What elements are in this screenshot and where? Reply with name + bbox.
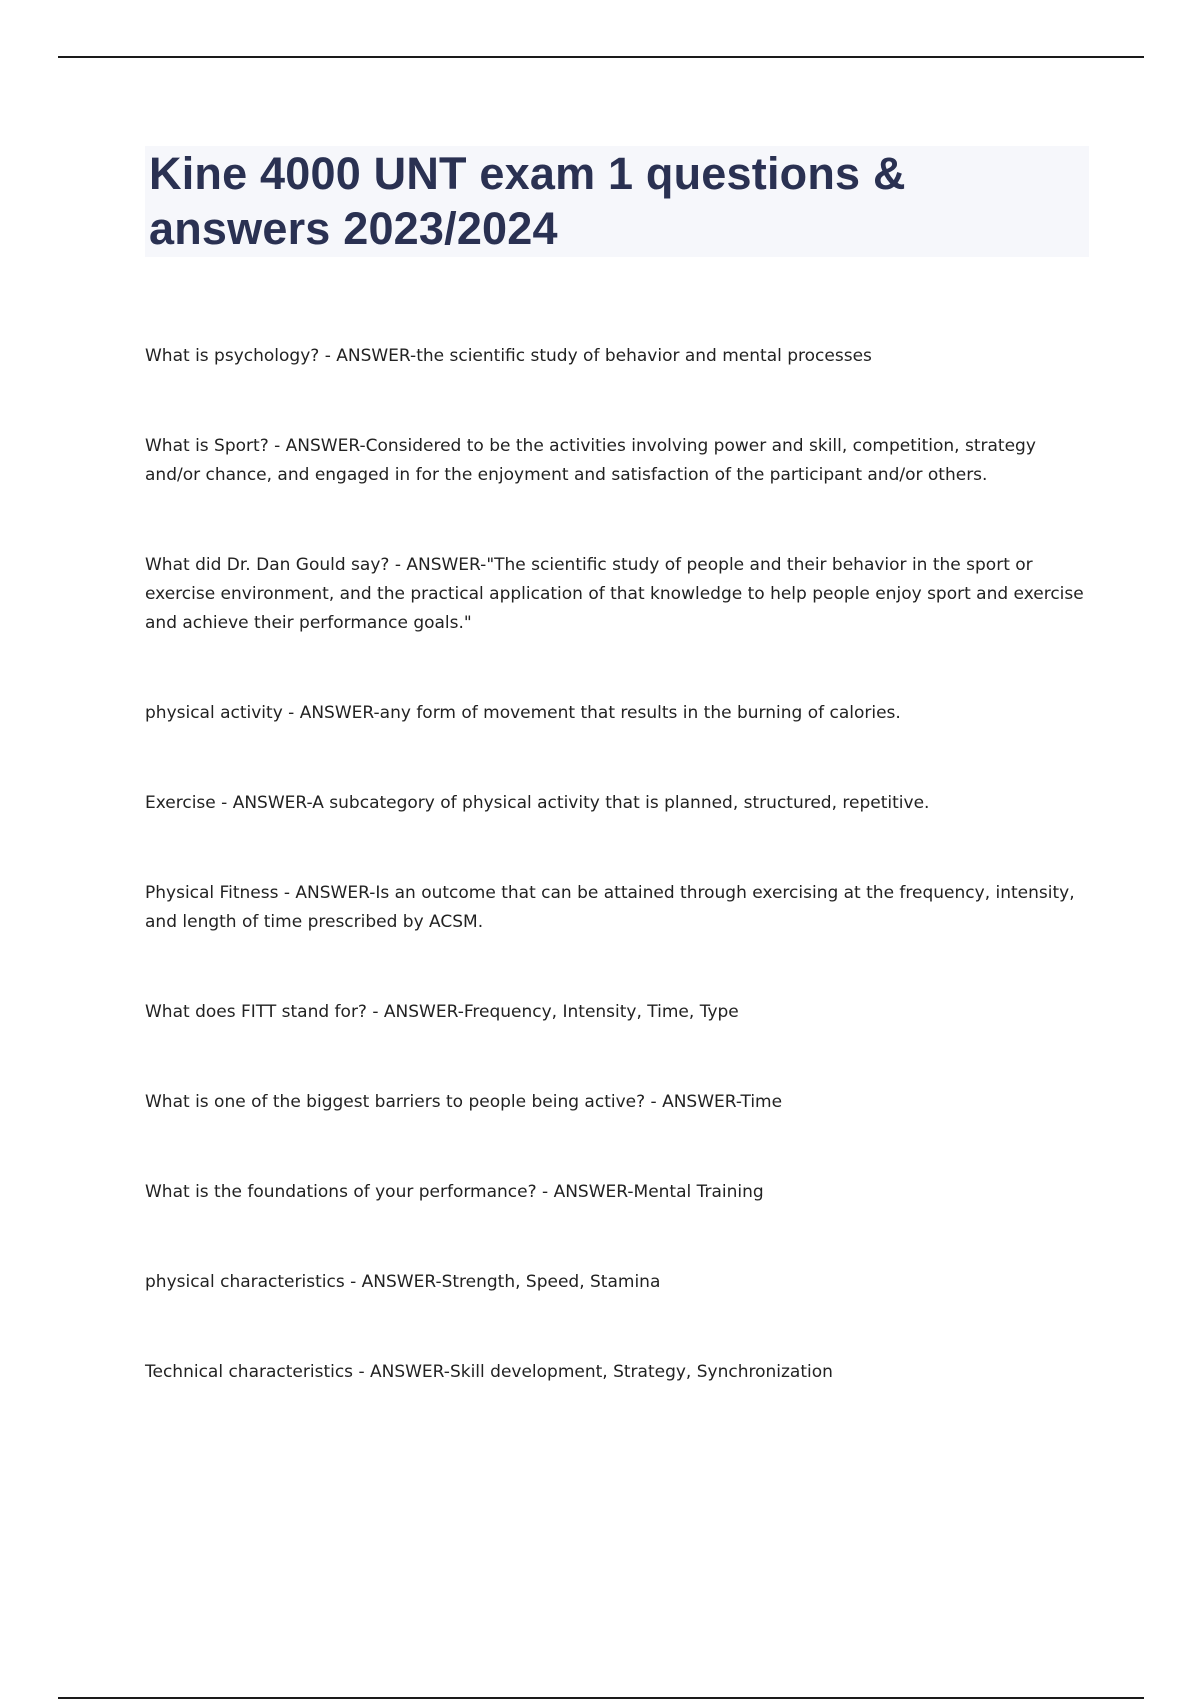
qa-item <box>145 342 1090 371</box>
qa-question: Exercise <box>145 793 216 813</box>
qa-question: What did Dr. Dan Gould say? <box>145 555 390 575</box>
qa-question: Physical Fitness <box>145 883 279 903</box>
qa-answer: Skill development, Strategy, Synchronization <box>449 1362 833 1382</box>
qa-question: What is one of the biggest barriers to people being active? <box>145 1092 646 1112</box>
qa-question: Technical characteristics <box>145 1362 354 1382</box>
qa-answer: any form of movement that results in the burning of calories. <box>379 703 901 723</box>
qa-answer: the scientific study of behavior and mental processes <box>416 346 872 366</box>
qa-separator: - ANSWER- <box>215 793 313 813</box>
qa-separator: - ANSWER- <box>389 555 487 575</box>
qa-item <box>145 432 1090 490</box>
qa-item <box>145 1268 1090 1297</box>
top-rule <box>58 56 1144 58</box>
qa-separator: - ANSWER- <box>366 1002 464 1022</box>
title-banner <box>145 146 1089 257</box>
qa-answer: Frequency, Intensity, Time, Type <box>463 1002 739 1022</box>
qa-answer: Considered to be the activities involving power and skill, competition, strategy and/or chance, and engaged in for the enjoyment and satisfaction of the participant and/or others. <box>145 436 1036 485</box>
qa-question: What is Sport? <box>145 436 269 456</box>
qa-separator: - ANSWER- <box>353 1362 450 1382</box>
qa-item <box>145 1178 1090 1207</box>
qa-separator: - ANSWER- <box>278 883 376 903</box>
qa-question: physical characteristics <box>145 1272 345 1292</box>
qa-separator: - ANSWER- <box>536 1182 634 1202</box>
qa-item <box>145 1358 1090 1387</box>
qa-separator: - ANSWER- <box>268 436 366 456</box>
qa-question: What is the foundations of your performance? <box>145 1182 537 1202</box>
qa-answer: Time <box>740 1092 783 1112</box>
qa-item <box>145 789 1090 818</box>
qa-answer: Mental Training <box>633 1182 764 1202</box>
qa-answer: Strength, Speed, Stamina <box>441 1272 661 1292</box>
qa-question: physical activity <box>145 703 283 723</box>
qa-item <box>145 879 1090 937</box>
qa-item <box>145 1088 1090 1117</box>
qa-answer: "The scientific study of people and their behavior in the sport or exercise environment, and the practical application of that knowledge to help people enjoy sport and exercise and achieve their performance goals." <box>145 555 1084 633</box>
qa-question: What is psychology? <box>145 346 320 366</box>
bottom-rule <box>58 1697 1144 1699</box>
qa-answer: A subcategory of physical activity that is planned, structured, repetitive. <box>312 793 930 813</box>
qa-separator: - ANSWER- <box>282 703 380 723</box>
qa-separator: - ANSWER- <box>645 1092 741 1112</box>
qa-item <box>145 699 1090 728</box>
qa-separator: - ANSWER- <box>344 1272 442 1292</box>
qa-item <box>145 998 1090 1027</box>
qa-separator: - ANSWER- <box>319 346 417 366</box>
qa-answer: Is an outcome that can be attained through exercising at the frequency, intensity, and length of time prescribed by ACSM. <box>145 883 1075 932</box>
qa-item <box>145 551 1090 638</box>
document-title: Kine 4000 UNT exam 1 questions & answers 2023/2024 <box>149 148 906 254</box>
qa-question: What does FITT stand for? <box>145 1002 367 1022</box>
qa-list <box>145 342 1090 1387</box>
